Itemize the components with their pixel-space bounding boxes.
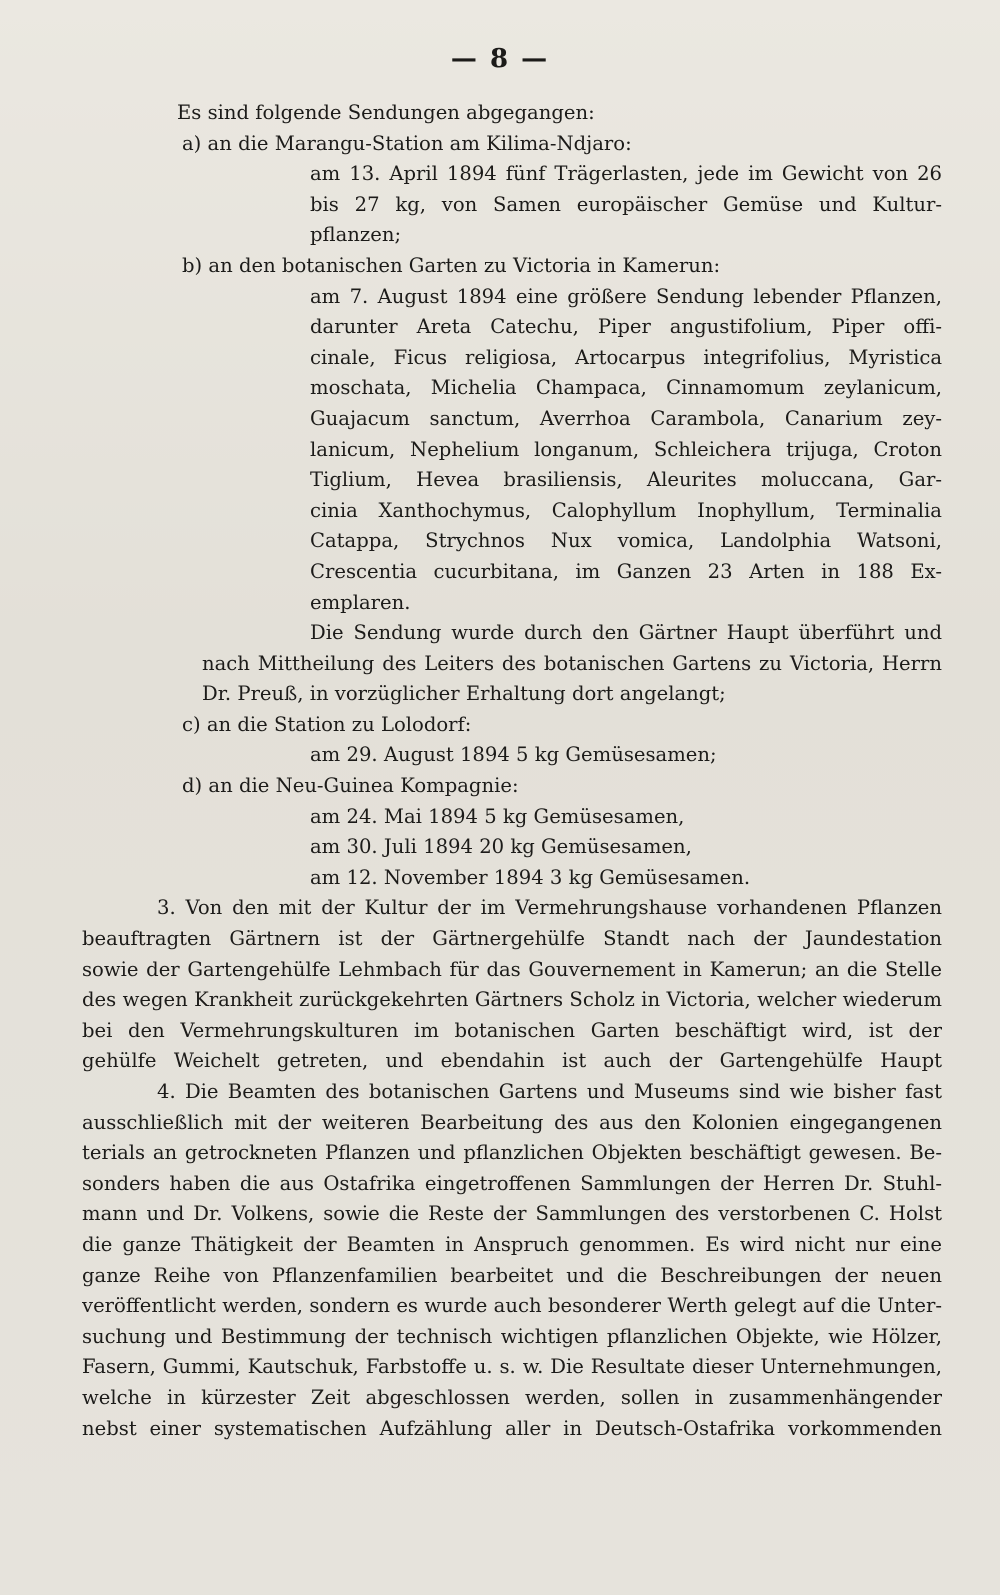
text-line: emplaren. — [310, 590, 411, 614]
text-line: moschata, Michelia Champaca, Cinnamomum zeylanicum, — [310, 376, 942, 400]
text-line: cinia Xanthochymus, Calophyllum Inophyllum, Terminalia — [310, 498, 942, 522]
body-text — [82, 98, 942, 1444]
text-line: 4. Die Beamten des botanischen Gartens und Museums sind wie bisher fast — [157, 1080, 942, 1103]
text-line: Dr. Preuß, in vorzüglicher Erhaltung dort angelangt; — [202, 682, 726, 706]
text-line: nebst einer systematischen Aufzählung aller in Deutsch-Ostafrika vorkommenden — [82, 1416, 942, 1440]
text-line: Crescentia cucurbitana, im Ganzen 23 Arten in 188 Ex- — [310, 559, 942, 583]
text-line: Die Sendung wurde durch den Gärtner Haupt überführt und — [310, 621, 942, 645]
text-line: b) an den botanischen Garten zu Victoria in Kamerun: — [182, 253, 721, 277]
text-line: 3. Von den mit der Kultur der im Vermehrungshause vorhandenen Pflanzen — [157, 896, 942, 920]
text-line: ganze Reihe von Pflanzenfamilien bearbeitet und die Beschreibungen der neuen — [82, 1263, 942, 1287]
text-line: die ganze Thätigkeit der Beamten in Anspruch genommen. Es wird nicht nur eine — [82, 1232, 942, 1256]
text-line: beauftragten Gärtnern ist der Gärtnergehülfe Standt nach der Jaundestation — [82, 927, 942, 951]
text-line: am 12. November 1894 3 kg Gemüsesamen. — [310, 865, 751, 889]
text-line: suchung und Bestimmung der technisch wichtigen pflanzlichen Objekte, wie Hölzer, — [82, 1324, 942, 1348]
text-line: darunter Areta Catechu, Piper angustifolium, Piper offi- — [310, 315, 942, 339]
text-line: Guajacum sanctum, Averrhoa Carambola, Canarium zey- — [310, 406, 942, 430]
text-line: Fasern, Gummi, Kautschuk, Farbstoffe u. s. w. Die Resultate dieser Unternehmungen, — [82, 1355, 942, 1379]
text-line: gehülfe Weichelt getreten, und ebendahin ist auch der Gartengehülfe Haupt — [82, 1049, 942, 1073]
page-number: — 8 — — [450, 44, 550, 74]
text-line: cinale, Ficus religiosa, Artocarpus integrifolius, Myristica — [310, 345, 942, 369]
text-line: sonders haben die aus Ostafrika eingetroffenen Sammlungen der Herren Dr. Stuhl- — [82, 1171, 942, 1195]
text-line: Es sind folgende Sendungen abgegangen: — [177, 101, 595, 124]
text-line: Catappa, Strychnos Nux vomica, Landolphia Watsoni, — [310, 529, 942, 553]
text-line: nach Mittheilung des Leiters des botanischen Gartens zu Victoria, Herrn — [202, 651, 942, 675]
text-line: welche in kürzester Zeit abgeschlossen werden, sollen in zusammenhängender — [82, 1385, 942, 1409]
text-line: a) an die Marangu-Station am Kilima-Ndjaro: — [182, 131, 632, 155]
text-line: am 13. April 1894 fünf Trägerlasten, jede im Gewicht von 26 — [310, 162, 942, 186]
text-line: ausschließlich mit der weiteren Bearbeitung des aus den Kolonien eingegangenen — [82, 1110, 942, 1134]
text-line: am 7. August 1894 eine größere Sendung lebender Pflanzen, — [310, 284, 942, 308]
text-line: sowie der Gartengehülfe Lehmbach für das Gouvernement in Kamerun; an die Stelle — [82, 957, 942, 981]
text-line: c) an die Station zu Lolodorf: — [182, 712, 472, 736]
text-line: veröffentlicht werden, sondern es wurde auch besonderer Werth gelegt auf die Unter- — [82, 1294, 942, 1318]
text-line: am 30. Juli 1894 20 kg Gemüsesamen, — [310, 835, 692, 859]
text-line: des wegen Krankheit zurückgekehrten Gärtners Scholz in Victoria, welcher wiederum — [82, 988, 942, 1012]
text-line: bei den Vermehrungskulturen im botanischen Garten beschäftigt wird, ist der — [82, 1018, 942, 1042]
text-line: am 29. August 1894 5 kg Gemüsesamen; — [310, 743, 717, 767]
text-line: bis 27 kg, von Samen europäischer Gemüse und Kultur- — [310, 192, 942, 216]
text-line: d) an die Neu-Guinea Kompagnie: — [182, 774, 519, 798]
text-line: pflanzen; — [310, 223, 402, 247]
text-line: Tiglium, Hevea brasiliensis, Aleurites moluccana, Gar- — [310, 468, 942, 492]
text-line: lanicum, Nephelium longanum, Schleichera trijuga, Croton — [310, 437, 942, 461]
text-line: terials an getrockneten Pflanzen und pflanzlichen Objekten beschäftigt gewesen. Be- — [82, 1141, 942, 1165]
text-line: mann und Dr. Volkens, sowie die Reste der Sammlungen des verstorbenen C. Holst — [82, 1202, 942, 1226]
text-line: am 24. Mai 1894 5 kg Gemüsesamen, — [310, 804, 685, 828]
